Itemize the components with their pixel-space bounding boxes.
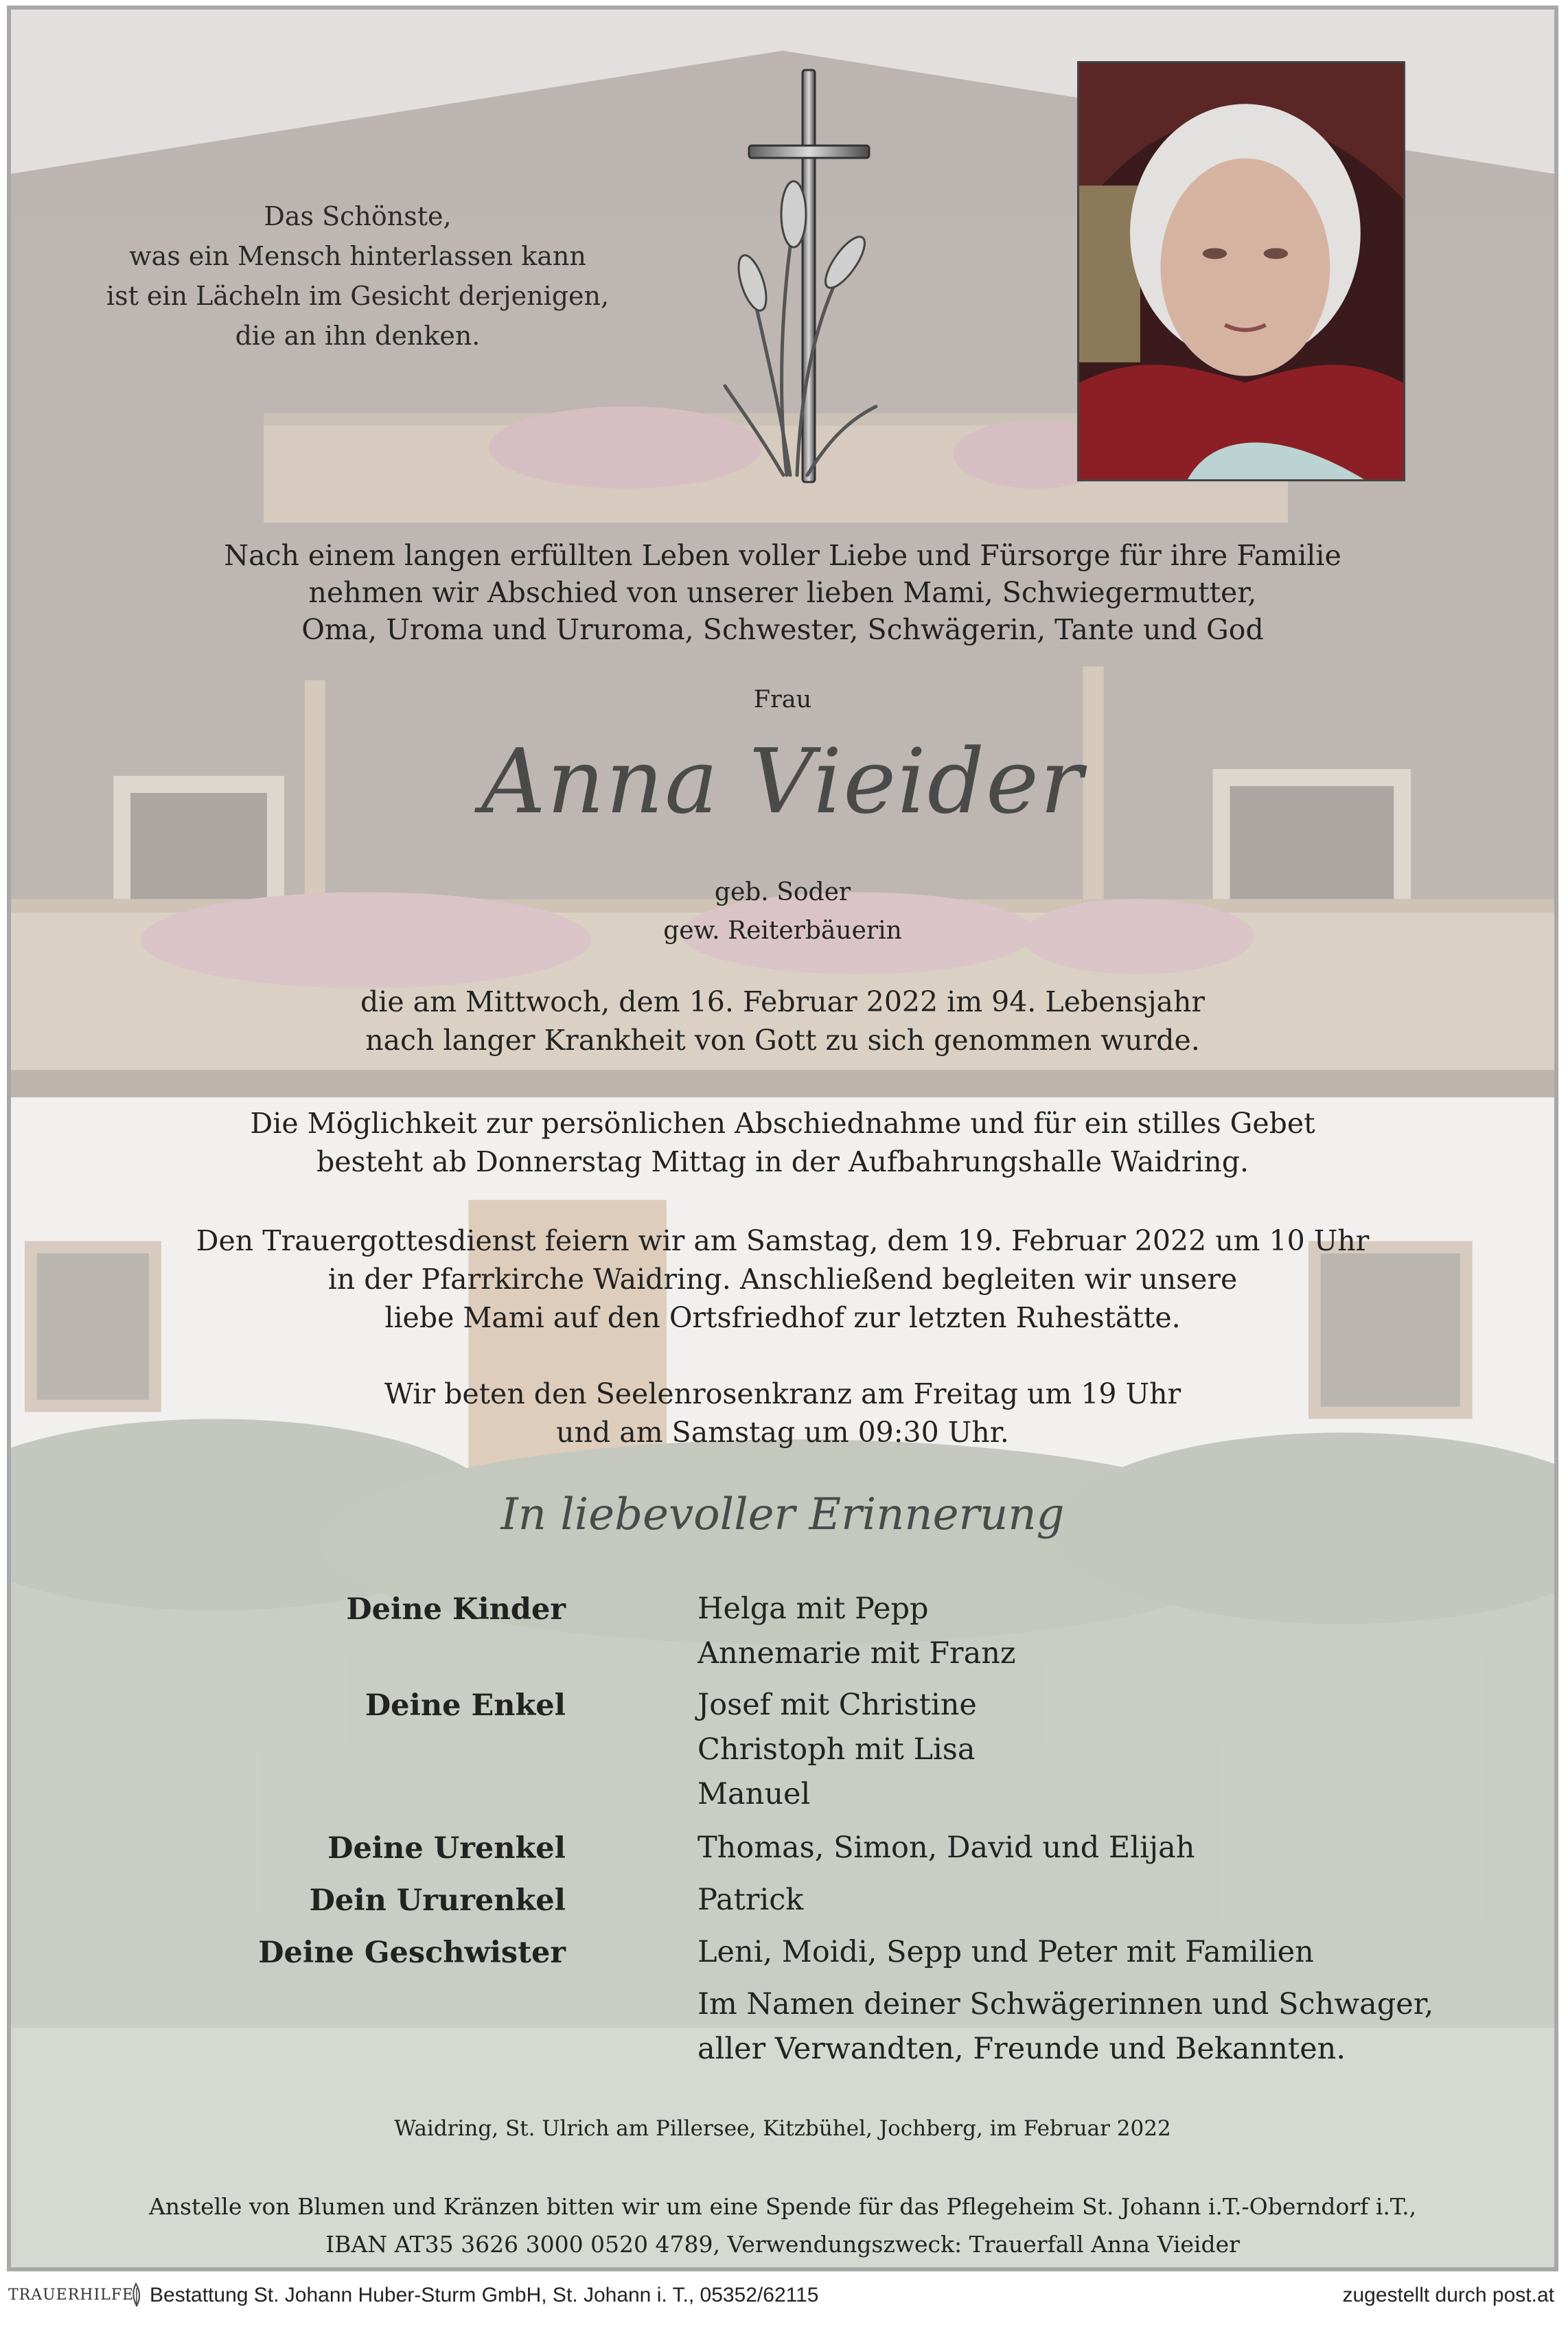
- family-names: [697, 1982, 1433, 2072]
- quote-line: die an ihn denken.: [235, 321, 481, 351]
- family-name: Helga mit Pepp: [697, 1592, 929, 1626]
- footer: [0, 2281, 1568, 2315]
- deceased-name: Anna Vieider: [481, 729, 1085, 834]
- family-names: [697, 1878, 803, 1923]
- death-notice-line: die am Mittwoch, dem 16. Februar 2022 im 94. Lebensjahr: [360, 985, 1205, 1018]
- family-name: Im Namen deiner Schwägerinnen und Schwager,: [697, 1987, 1434, 2021]
- viewing-line: besteht ab Donnerstag Mittag in der Aufbahrungshalle Waidring.: [316, 1145, 1249, 1178]
- viewing-line: Die Möglichkeit zur persönlichen Abschiednahme und für ein stilles Gebet: [250, 1107, 1315, 1140]
- portrait-photo: [1077, 61, 1405, 481]
- family-name: aller Verwandten, Freunde und Bekannten.: [697, 2032, 1346, 2066]
- family-label: Deine Geschwister: [258, 1936, 566, 1970]
- family-names: [697, 1683, 977, 1817]
- former-occupation: gew. Reiterbäuerin: [663, 917, 902, 945]
- family-name: Thomas, Simon, David und Elijah: [697, 1831, 1195, 1865]
- remembrance-heading: In liebevoller Erinnerung: [500, 1489, 1065, 1540]
- family-name: Leni, Moidi, Sepp und Peter mit Familien: [697, 1935, 1314, 1969]
- donation-line: Anstelle von Blumen und Kränzen bitten wir um eine Spende für das Pflegeheim St. Johann i.T.-Oberndorf i.T.,: [148, 2193, 1417, 2220]
- family-label: Dein Ururenkel: [309, 1883, 566, 1918]
- service-notice: [11, 1222, 1554, 1337]
- family-name: Patrick: [697, 1883, 804, 1917]
- death-notice: [11, 983, 1554, 1059]
- family-name: Annemarie mit Franz: [697, 1636, 1016, 1671]
- salutation: Frau: [753, 686, 812, 713]
- intro-line: nehmen wir Abschied von unserer lieben Mami, Schwiegermutter,: [308, 576, 1257, 609]
- service-line: liebe Mami auf den Ortsfriedhof zur letzten Ruhestätte.: [384, 1301, 1181, 1334]
- delivery-provider: zugestellt durch post.at: [1342, 2284, 1554, 2306]
- intro-text: [11, 537, 1554, 648]
- family-names: [697, 1826, 1195, 1870]
- family-name: Christoph mit Lisa: [697, 1732, 976, 1767]
- donation-line: IBAN AT35 3626 3000 0520 4789, Verwendungszweck: Trauerfall Anna Vieider: [325, 2231, 1240, 2258]
- service-line: Den Trauergottesdienst feiern wir am Samstag, dem 19. Februar 2022 um 10 Uhr: [196, 1224, 1370, 1257]
- intro-line: Nach einem langen erfüllten Leben voller Liebe und Fürsorge für ihre Familie: [224, 539, 1341, 572]
- deceased-details: [11, 873, 1554, 950]
- birth-name: geb. Soder: [714, 878, 851, 906]
- family-names: [697, 1930, 1314, 1975]
- intro-line: Oma, Uroma und Ururoma, Schwester, Schwägerin, Tante und God: [301, 613, 1264, 646]
- portrait-image: [1079, 63, 1403, 479]
- family-name: Josef mit Christine: [697, 1688, 977, 1722]
- family-name: Manuel: [697, 1777, 811, 1811]
- leaf-logo-icon: [129, 2282, 144, 2307]
- quote-line: ist ein Lächeln im Gesicht derjenigen,: [106, 281, 610, 311]
- viewing-notice: [11, 1104, 1554, 1181]
- cross-with-wheat-icon: [711, 63, 897, 489]
- rosary-notice: [11, 1375, 1554, 1452]
- death-notice-line: nach langer Krankheit von Gott zu sich genommen wurde.: [365, 1024, 1200, 1057]
- family-names: [697, 1587, 1016, 1676]
- rosary-line: und am Samstag um 09:30 Uhr.: [556, 1416, 1009, 1449]
- service-line: in der Pfarrkirche Waidring. Anschließend begleiten wir unsere: [327, 1263, 1238, 1296]
- family-label: Deine Enkel: [365, 1688, 566, 1723]
- obituary-card: [7, 5, 1558, 2271]
- quote-line: Das Schönste,: [264, 201, 452, 231]
- donation-request: [11, 2188, 1554, 2263]
- memorial-quote: [73, 196, 643, 356]
- quote-line: was ein Mensch hinterlassen kann: [129, 241, 586, 271]
- funeral-company: Bestattung St. Johann Huber-Sturm GmbH, St. Johann i. T., 05352/62115: [150, 2284, 819, 2306]
- family-label: Deine Urenkel: [327, 1831, 566, 1866]
- rosary-line: Wir beten den Seelenrosenkranz am Freitag um 19 Uhr: [384, 1377, 1181, 1410]
- trauerhilfe-brand: TRAUERHILFE: [8, 2286, 135, 2304]
- place-and-date: Waidring, St. Ulrich am Pillersee, Kitzbühel, Jochberg, im Februar 2022: [394, 2116, 1171, 2141]
- family-label: Deine Kinder: [346, 1592, 566, 1627]
